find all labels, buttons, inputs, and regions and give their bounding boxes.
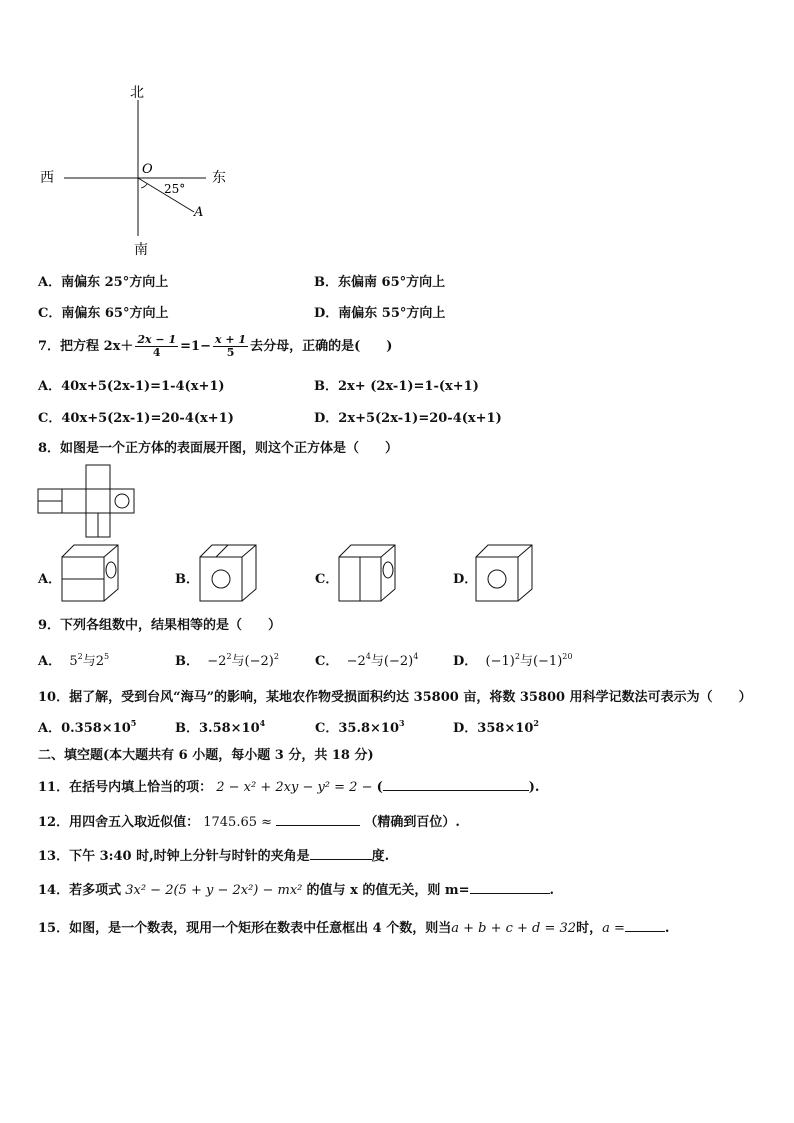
option-text: 南偏东 55°方向上 [338,306,446,321]
q7-option-d[interactable] [314,407,502,426]
q11-question [38,776,539,795]
base: −2 [346,654,366,669]
q7-prefix: 把方程 2x＋ [60,339,134,354]
q10-option-c[interactable] [315,717,405,736]
q14-expression: 3x² − 2(5 + y − 2x²) − mx² [125,883,303,898]
compass-diagram [30,78,240,258]
angle-label: 25° [164,182,186,196]
q8-question: 8．如图是一个正方体的表面展开图，则这个正方体是（ ） [38,441,399,456]
q6-option-d[interactable] [314,302,445,321]
q7-option-c[interactable] [38,407,234,426]
q7-suffix: 去分母，正确的是( ) [250,339,393,354]
q7-option-b[interactable] [314,375,479,394]
base: 5 [69,654,78,669]
option-exponent: 2 [533,718,539,728]
q7-fraction-2 [213,334,248,359]
base: (−1) [485,654,515,669]
option-letter: C． [315,721,339,736]
base: (−1) [532,654,563,669]
option-letter: A． [38,654,62,669]
q8-option-c-label[interactable]: C． [315,572,339,587]
exponent: 2 [273,652,279,661]
option-letter: A． [38,721,62,736]
q15-mid: 时， [576,921,603,936]
q8-option-d-label[interactable]: D． [453,572,478,587]
q10-option-b[interactable] [175,717,265,736]
point-a-label: A [194,205,204,220]
q6-option-c[interactable] [38,302,168,321]
exponent: 20 [562,652,573,661]
q8-option-a-cube[interactable] [60,543,122,605]
conjunction: 与 [231,654,245,669]
option-text: 2x+5(2x-1)=20-4(x+1) [338,411,502,426]
q12-suffix: （精确到百位）. [364,815,460,830]
exponent: 2 [77,652,83,661]
angle-arc [141,184,147,188]
q8-option-b-label[interactable]: B． [175,572,199,587]
fraction-denominator: 5 [226,346,235,359]
base: (−2) [383,654,414,669]
q14-prefix: 14．若多项式 [38,883,122,898]
base: 2 [95,654,105,669]
q6-option-a[interactable] [38,271,168,290]
q10-option-a[interactable] [38,717,136,736]
option-exponent: 4 [259,718,266,728]
fraction-numerator: x + 1 [214,333,247,346]
option-letter: D． [453,721,478,736]
q14-mid: 的值与 x 的值无关，则 m= [306,883,470,898]
option-base: 0.358×10 [61,721,131,736]
q12-answer-blank[interactable] [276,813,360,826]
q9-option-d[interactable] [453,650,572,669]
option-text: 40x+5(2x-1)=20-4(x+1) [61,411,234,426]
q15-prefix: 15．如图，是一个数表，现用一个矩形在数表中任意框出 4 个数，则当 [38,921,452,936]
option-letter: B． [314,379,338,394]
q7-question [38,329,392,365]
q7-number: 7． [38,339,61,354]
q14-suffix: . [549,883,555,898]
exponent: 5 [104,652,110,661]
origin-label: O [142,162,153,177]
conjunction: 与 [82,654,96,669]
q11-prefix: 11．在括号内填上恰当的项： [38,780,213,795]
q11-expression: 2 − x² + 2xy − y² = 2 − [216,780,373,795]
base: (−2) [244,654,274,669]
option-text: 南偏东 65°方向上 [61,306,169,321]
exponent: 4 [413,652,419,661]
option-letter: C． [38,306,62,321]
option-letter: C． [315,654,339,669]
q15-answer-blank[interactable] [625,919,665,932]
option-letter: D． [314,306,339,321]
exponent: 2 [226,652,232,661]
q14-question [38,879,554,898]
option-letter: B． [175,721,199,736]
q9-question: 9．下列各组数中，结果相等的是（ ） [38,618,282,633]
fraction-numerator: 2x − 1 [137,333,177,346]
option-text: 东偏南 65°方向上 [338,275,446,290]
option-text: 2x+ (2x-1)=1-(x+1) [338,379,479,394]
q8-option-b-cube[interactable] [198,543,260,605]
q6-option-b[interactable] [314,271,445,290]
q8-option-d-cube[interactable] [474,543,536,605]
q12-prefix: 12．用四舍五入取近似值： [38,815,200,830]
q14-answer-blank[interactable] [470,881,550,894]
q9-option-b[interactable] [175,650,279,669]
q9-option-c[interactable] [315,650,418,669]
south-label: 南 [134,242,148,258]
q9-option-a[interactable] [38,650,109,669]
q15-variable: a = [602,921,625,936]
north-label: 北 [130,85,144,101]
q7-fraction-1 [135,334,178,359]
option-exponent: 5 [130,718,137,728]
option-letter: B． [314,275,338,290]
q15-suffix: . [664,921,670,936]
option-base: 3.58×10 [199,721,260,736]
q13-question [38,845,389,864]
east-label: 东 [212,170,226,186]
q13-prefix: 13．下午 3:40 时,时钟上分针与时针的夹角是 [38,849,310,864]
q13-answer-blank[interactable] [310,847,372,860]
option-letter: A． [38,379,62,394]
fraction-denominator: 4 [152,346,161,359]
base: −2 [207,654,227,669]
q11-answer-blank[interactable] [383,778,529,791]
section-2-heading: 二、填空题(本大题共有 6 小题，每小题 3 分，共 18 分) [38,748,374,763]
q13-suffix: 度. [371,849,390,864]
q7-option-a[interactable] [38,375,225,394]
option-letter: D． [314,411,339,426]
option-letter: B． [175,654,199,669]
q12-value: 1745.65 ≈ [203,815,273,830]
q11-paren-close: ). [528,780,540,795]
q7-mid: =1− [180,339,211,354]
option-text: 南偏东 25°方向上 [61,275,169,290]
q10-question: 10．据了解，受到台风“海马”的影响，某地农作物受损面积约达 35800 亩，将数 35800 用科学记数法可表示为（ ） [38,690,752,705]
q15-question [38,917,669,936]
exponent: 4 [365,652,371,661]
q8-option-c-cube[interactable] [337,543,399,605]
option-exponent: 3 [399,718,405,728]
q11-paren-open: ( [376,780,383,795]
option-letter: D． [453,654,478,669]
west-label: 西 [40,170,54,186]
option-text: 40x+5(2x-1)=1-4(x+1) [61,379,225,394]
conjunction: 与 [519,654,533,669]
q8-option-a-label[interactable]: A． [38,572,62,587]
conjunction: 与 [370,654,384,669]
option-base: 35.8×10 [338,721,400,736]
q12-question [38,811,460,830]
option-base: 358×10 [477,721,534,736]
q10-option-d[interactable] [453,717,539,736]
q15-expression: a + b + c + d = 32 [451,921,577,936]
option-letter: A． [38,275,62,290]
exponent: 2 [514,652,520,661]
cube-net-diagram [36,463,140,541]
option-letter: C． [38,411,62,426]
